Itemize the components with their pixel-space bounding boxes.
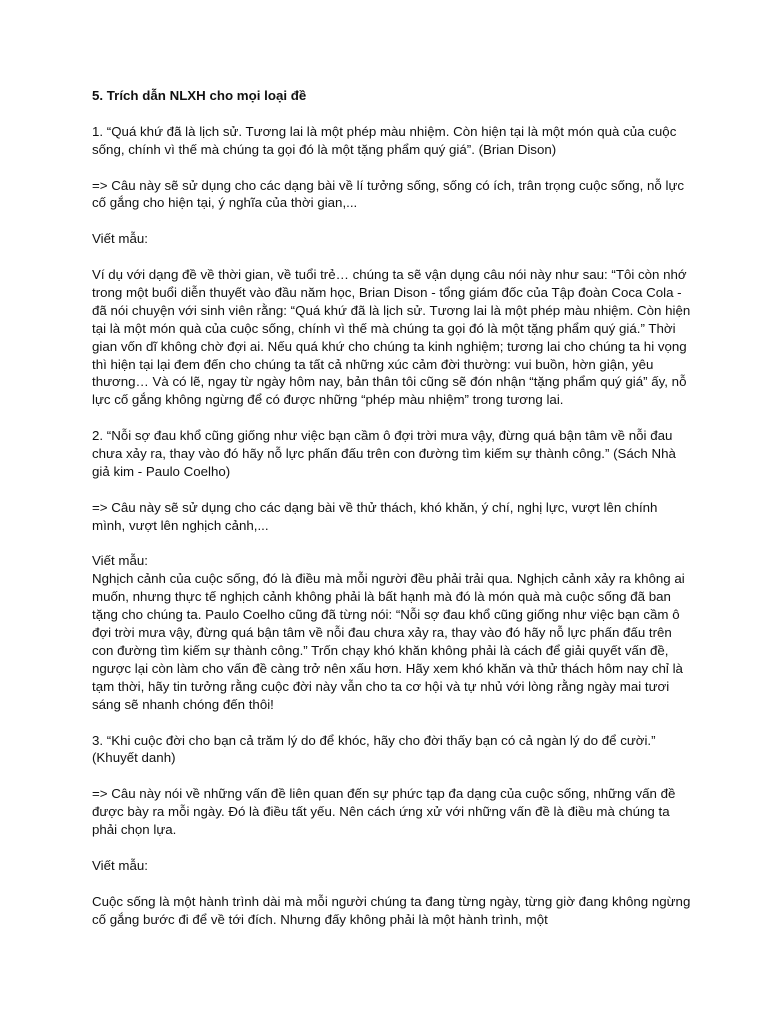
- quote-1-sample: Ví dụ với dạng đề về thời gian, về tuổi trẻ… chúng ta sẽ vận dụng câu nói này như sau: “Tôi còn nhớ trong một buổi diễn thuyết vào đầu năm học, Brian Dison - tổng giám đốc của Tập đoàn Coca Cola - đã nói chuyện với sinh viên rằng: “Quá khứ đã là lịch sử. Tương lai là một phép màu nhiệm. Còn hiện tại là một món quà của cuộc sống, chính vì thế mà chúng ta gọi đó là một tặng phẩm quý giá.” Thời gian vốn dĩ không chờ đợi ai. Nếu quá khứ cho chúng ta kinh nghiệm; tương lai cho chúng ta hi vọng thì hiện tại lại đem đến cho chúng ta tất cả những xúc cảm đời thường: vui buồn, hờn giận, yêu thương… Và có lẽ, ngay từ ngày hôm nay, bản thân tôi cũng sẽ đón nhận “tặng phẩm quý giá” ấy, nỗ lực cố gắng không ngừng để có được những “phép màu nhiệm” trong tương lai.: [92, 267, 691, 408]
- document-page: [92, 87, 692, 928]
- quote-2-sample-label: Viết mẫu:: [92, 553, 148, 569]
- quote-2-sample: Nghịch cảnh của cuộc sống, đó là điều mà mỗi người đều phải trải qua. Nghịch cảnh xảy ra không ai muốn, nhưng thực tế nghịch cảnh không phải là bất hạnh mà đó là món quà mà cuộc sống đã ban tặng cho chúng ta. Paulo Coelho cũng đã từng nói: “Nỗi sợ đau khổ cũng giống như việc bạn cầm ô đợi trời mưa vậy, đừng quá bận tâm về nỗi đau chưa xảy ra, thay vào đó hãy nỗ lực phấn đấu trên con đường tìm kiếm sự thành công.” Trốn chạy khó khăn không phải là cách để giải quyết vấn đề, ngược lại còn làm cho vấn đề càng trở nên xấu hơn. Hãy xem khó khăn và thử thách hôm nay chỉ là tạm thời, hãy tin tưởng rằng cuộc đời này vẫn cho ta cơ hội và tự nhủ với lòng rằng ngày mai tươi sáng sẽ nhanh chóng đến thôi!: [92, 571, 685, 712]
- quote-3-sample-label: Viết mẫu:: [92, 857, 148, 873]
- spacer: [92, 105, 692, 123]
- spacer: [92, 409, 692, 427]
- quote-2-usage: => Câu này sẽ sử dụng cho các dạng bài về thử thách, khó khăn, ý chí, nghị lực, vượt lên chính mình, vượt lên nghịch cảnh,...: [92, 499, 658, 533]
- section-heading: 5. Trích dẫn NLXH cho mọi loại đề: [92, 88, 307, 103]
- spacer: [92, 159, 692, 177]
- quote-3-sample: Cuộc sống là một hành trình dài mà mỗi người chúng ta đang từng ngày, từng giờ đang không ngừng cố gắng bước đi để về tới đích. Nhưng đấy không phải là một hành trình, một: [92, 893, 691, 927]
- spacer: [92, 875, 692, 893]
- spacer: [92, 839, 692, 857]
- quote-1-usage: => Câu này sẽ sử dụng cho các dạng bài về lí tưởng sống, sống có ích, trân trọng cuộc sống, nỗ lực cố gắng cho hiện tại, ý nghĩa của thời gian,...: [92, 177, 685, 211]
- quote-3-usage: => Câu này nói về những vấn đề liên quan đến sự phức tạp đa dạng của cuộc sống, những vấn đề được bày ra mỗi ngày. Đó là điều tất yếu. Nên cách ứng xử với những vấn đề là điều mà chúng ta phải chọn lựa.: [92, 786, 676, 838]
- spacer: [92, 248, 692, 266]
- spacer: [92, 714, 692, 732]
- quote-1-text: 1. “Quá khứ đã là lịch sử. Tương lai là một phép màu nhiệm. Còn hiện tại là một món quà của cuộc sống, chính vì thế mà chúng ta gọi đó là một tặng phẩm quý giá”. (Brian Dison): [92, 123, 677, 157]
- spacer: [92, 535, 692, 553]
- spacer: [92, 212, 692, 230]
- quote-2-text: 2. “Nỗi sợ đau khổ cũng giống như việc bạn cầm ô đợi trời mưa vậy, đừng quá bận tâm về nỗi đau chưa xảy ra, thay vào đó hãy nỗ lực phấn đấu trên con đường tìm kiếm sự thành công.” (Sách Nhà giả kim - Paulo Coelho): [92, 428, 676, 479]
- spacer: [92, 481, 692, 499]
- spacer: [92, 767, 692, 785]
- quote-3-text: 3. “Khi cuộc đời cho bạn cả trăm lý do để khóc, hãy cho đời thấy bạn có cả ngàn lý do để cười.” (Khuyết danh): [92, 732, 656, 766]
- quote-1-sample-label: Viết mẫu:: [92, 231, 148, 247]
